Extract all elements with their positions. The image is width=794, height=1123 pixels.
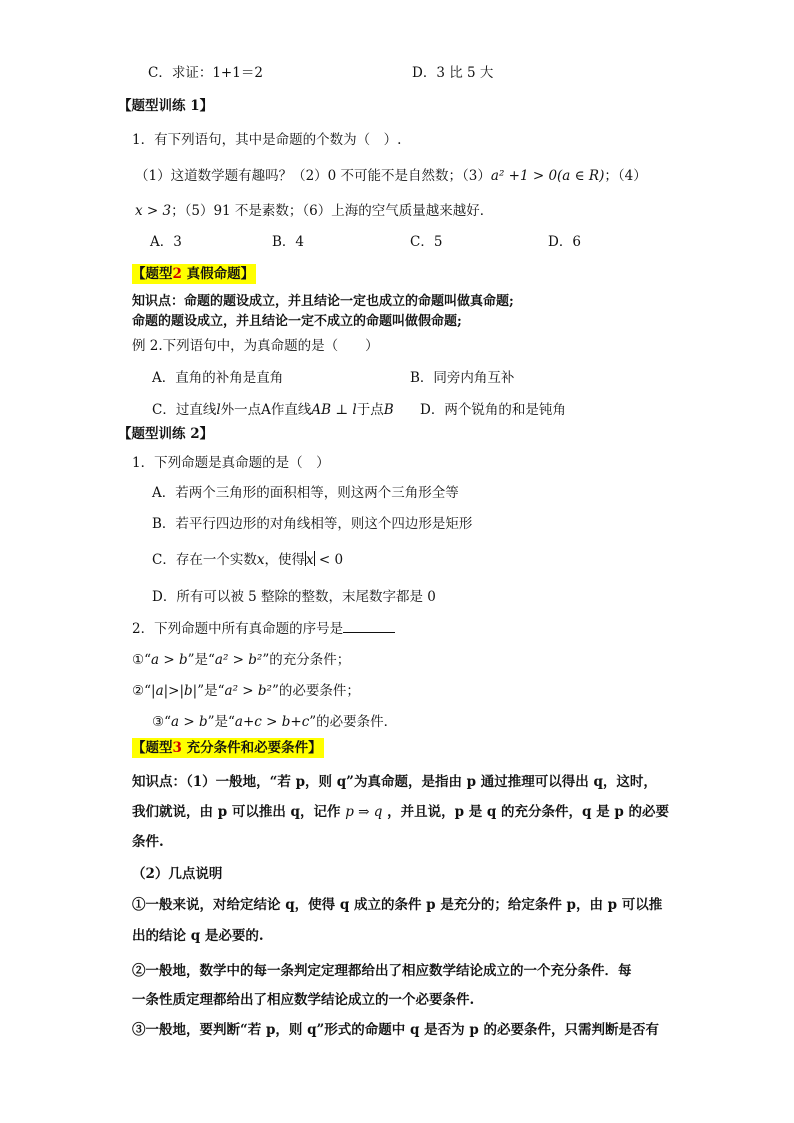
- training2-option-a: A．若两个三角形的面积相等，则这两个三角形全等: [152, 485, 459, 501]
- type3-heading: 【题型3 充分条件和必要条件】: [132, 740, 322, 756]
- type3-para1-line3: 条件.: [132, 834, 164, 850]
- training2-heading: 【题型训练 2】: [118, 426, 214, 442]
- example2-option-c: C．过直线l外一点A作直线AB ⊥ l于点B: [152, 402, 394, 418]
- type3-explain-title: （2）几点说明: [132, 866, 223, 882]
- type3-para1-line2: 我们就说，由 p 可以推出 q，记作 p ⇒ q ，并且说，p 是 q 的充分条件，q 是 p 的必要: [132, 804, 670, 820]
- example2-question: 例 2.下列语句中，为真命题的是（ ）: [132, 338, 379, 354]
- answer-blank[interactable]: [343, 619, 395, 633]
- training1-option-c: C．5: [410, 234, 443, 250]
- inequality-math: a² +1 > 0(a ∈ R): [490, 168, 605, 184]
- training2-option-d: D．所有可以被 5 整除的整数，末尾数字都是 0: [152, 589, 436, 605]
- type3-note3-line1: ③一般地，要判断“若 p，则 q”形式的命题中 q 是否为 p 的必要条件，只需判断是否有: [132, 1022, 659, 1038]
- training1-question: 1．有下列语句，其中是命题的个数为（ ）.: [132, 132, 402, 148]
- example2-option-d: D．两个锐角的和是钝角: [420, 402, 566, 418]
- option-c-prev: C．求证：1+1＝2: [148, 65, 263, 81]
- training1-option-b: B．4: [272, 234, 305, 250]
- statement-3: ③“a > b”是“a+c > b+c”的必要条件．: [152, 714, 398, 730]
- type3-para1-line1: 知识点：（1）一般地，“若 p，则 q”为真命题，是指由 p 通过推理可以得出 q，这时，: [132, 774, 657, 790]
- statement-1: ①“a > b”是“a² > b²”的充分条件；: [132, 652, 351, 668]
- option-d-prev: D．3 比 5 大: [412, 65, 494, 81]
- type2-knowledge-1: 知识点：命题的题设成立，并且结论一定也成立的命题叫做真命题;: [132, 294, 514, 309]
- type3-note2-line2: 一条性质定理都给出了相应数学结论成立的一个必要条件.: [132, 992, 475, 1008]
- training2-option-b: B．若平行四边形的对角线相等，则这个四边形是矩形: [152, 516, 473, 532]
- training1-items-line1: （1）这道数学题有趣吗？（2）0 不可能不是自然数；（3）a² +1 > 0(a ∈ R)；（4）: [135, 168, 647, 184]
- statement-2: ②“|a|>|b|”是“a² > b²”的必要条件；: [132, 683, 360, 699]
- type3-note1-line2: 出的结论 q 是必要的.: [132, 928, 264, 944]
- type3-note2-line1: ②一般地，数学中的每一条判定定理都给出了相应数学结论成立的一个充分条件．每: [132, 963, 632, 979]
- type3-note1-line1: ①一般来说，对给定结论 q，使得 q 成立的条件 p 是充分的；给定条件 p，由 p 可以推: [132, 897, 663, 913]
- example2-option-a: A．直角的补角是直角: [152, 370, 284, 386]
- training1-option-a: A．3: [150, 234, 182, 250]
- type2-heading: 【题型2 真假命题】: [132, 266, 255, 282]
- training2-question-2: 2．下列命题中所有真命题的序号是: [132, 619, 395, 639]
- training1-option-d: D．6: [548, 234, 581, 250]
- type2-knowledge-2: 命题的题设成立，并且结论一定不成立的命题叫做假命题;: [132, 314, 462, 329]
- training1-heading: 【题型训练 1】: [118, 98, 214, 114]
- x-gt-3-math: x > 3: [135, 203, 172, 219]
- training2-option-c: C．存在一个实数x，使得x < 0: [152, 552, 344, 568]
- example2-option-b: B．同旁内角互补: [410, 370, 515, 386]
- training1-items-line2: x > 3；（5）91 不是素数；（6）上海的空气质量越来越好．: [135, 203, 494, 219]
- training2-question-1: 1．下列命题是真命题的是（ ）: [132, 455, 330, 471]
